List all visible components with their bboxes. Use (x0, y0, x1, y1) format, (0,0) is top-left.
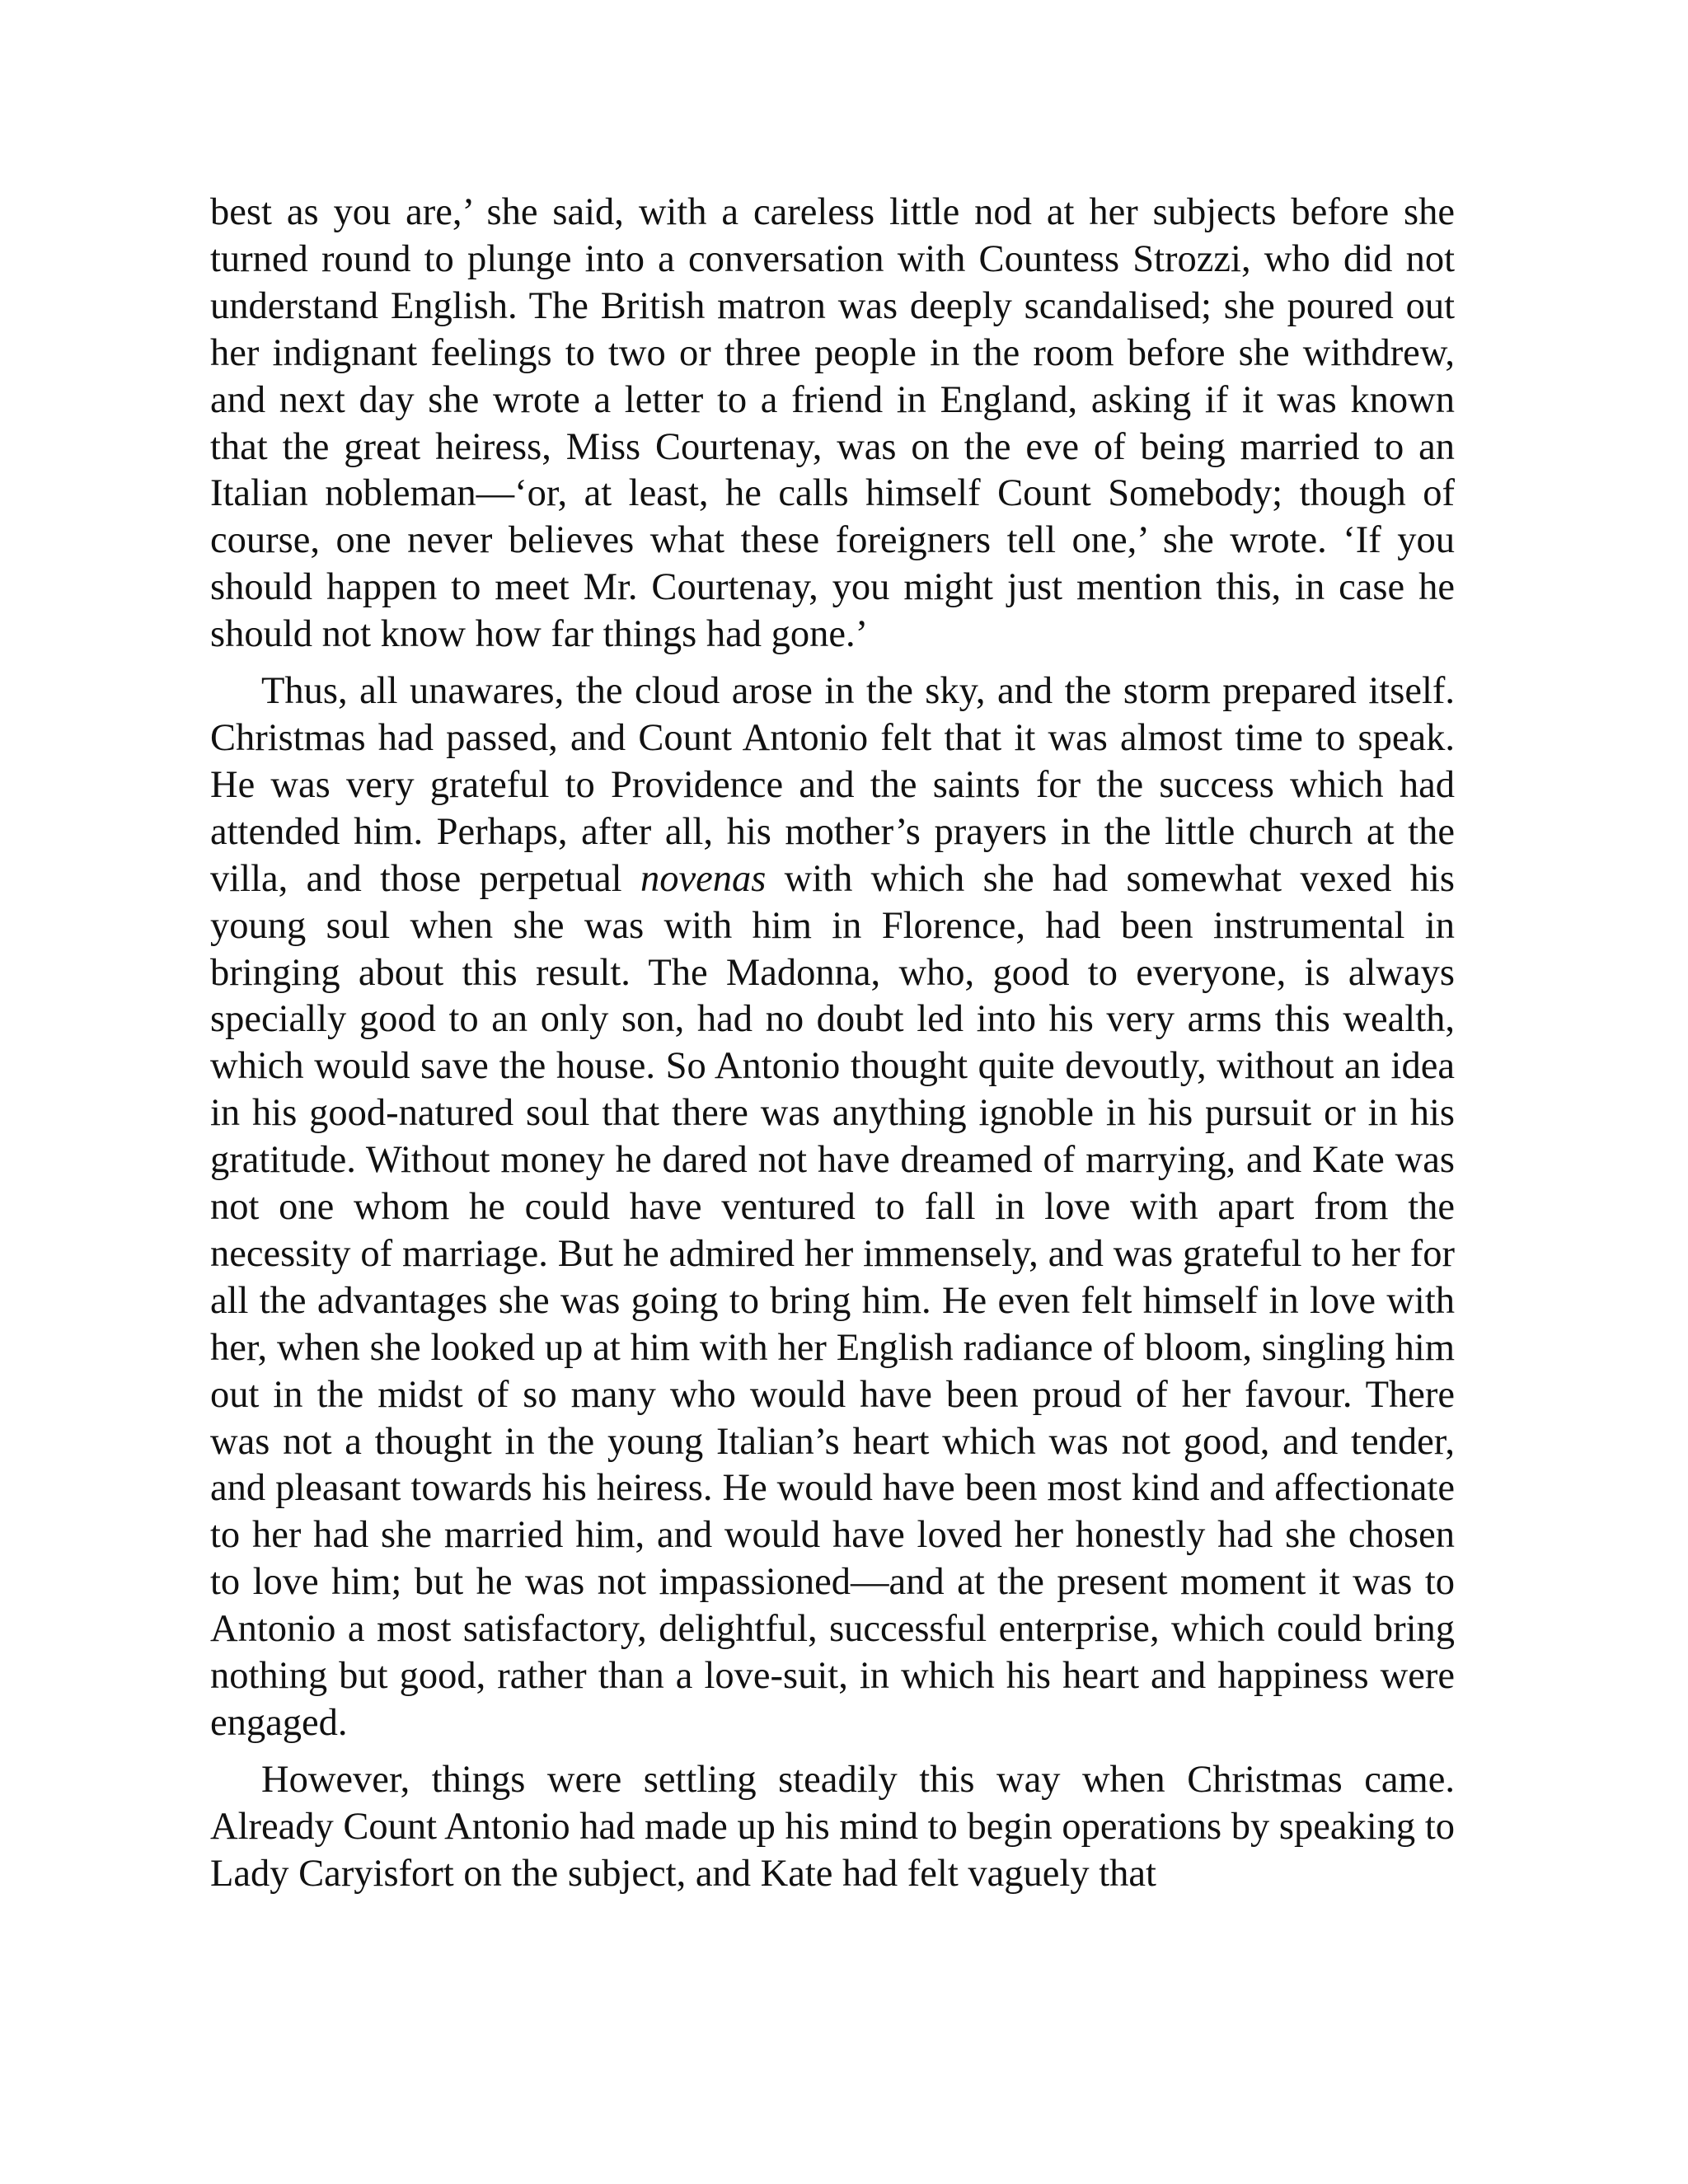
paragraph-2-text-b: with which she had somewhat vexed his young soul when she was with him in Florence, had been instrumental in bringing about this result. The Madonna, who, good to everyone, is always specially good to an only son, had no doubt led into his very arms this wealth, which would save the house. So Antonio thought quite devoutly, without an idea in his good-natured soul that there was anything ignoble in his pursuit or in his gratitude. Without money he dared not have dreamed of marrying, and Kate was not one whom he could have ventured to fall in love with apart from the necessity of marriage. But he admired her immensely, and was grateful to her for all the advantages she was going to bring him. He even felt himself in love with her, when she looked up at him with her English radiance of bloom, singling him out in the midst of so many who would have been proud of her favour. There was not a thought in the young Italian’s heart which was not good, and tender, and pleasant towards his heiress. He would have been most kind and affectionate to her had she married him, and would have loved her honestly had she chosen to love him; but he was not impassioned—and at the present moment it was to Antonio a most satisfactory, delightful, successful enterprise, which could bring nothing but good, rather than a love-suit, in which his heart and happiness were engaged. (210, 857, 1455, 1744)
paragraph-1 (210, 190, 1455, 658)
paragraph-2-text-a: Thus, all unawares, the cloud arose in the sky, and the storm prepared itself. Christmas had passed, and Count Antonio felt that it was almost time to speak. He was very grateful to Providence and the saints for the success which had attended him. Perhaps, after all, his mother’s prayers in the little church at the villa, and those perpetual (210, 670, 1455, 900)
paragraph-3-text: However, things were settling steadily this way when Christmas came. Already Count Antonio had made up his mind to begin operations by speaking to Lady Caryisfort on the subject, and Kate had felt vaguely that (210, 1758, 1455, 1895)
paragraph-1-text: best as you are,’ she said, with a careless little nod at her subjects before she turned round to plunge into a conversation with Countess Strozzi, who did not understand English. The British matron was deeply scandalised; she poured out her indignant feelings to two or three people in the room before she withdrew, and next day she wrote a letter to a friend in England, asking if it was known that the great heiress, Miss Courtenay, was on the eve of being married to an Italian nobleman—‘or, at least, he calls himself Count Somebody; though of course, one never believes what these foreigners tell one,’ she wrote. ‘If you should happen to meet Mr. Courtenay, you might just mention this, in case he should not know how far things had gone.’ (210, 191, 1455, 656)
italic-word-novenas: novenas (640, 857, 767, 900)
book-page (210, 190, 1455, 1898)
paragraph-3 (210, 1757, 1455, 1898)
paragraph-2 (210, 668, 1455, 1747)
